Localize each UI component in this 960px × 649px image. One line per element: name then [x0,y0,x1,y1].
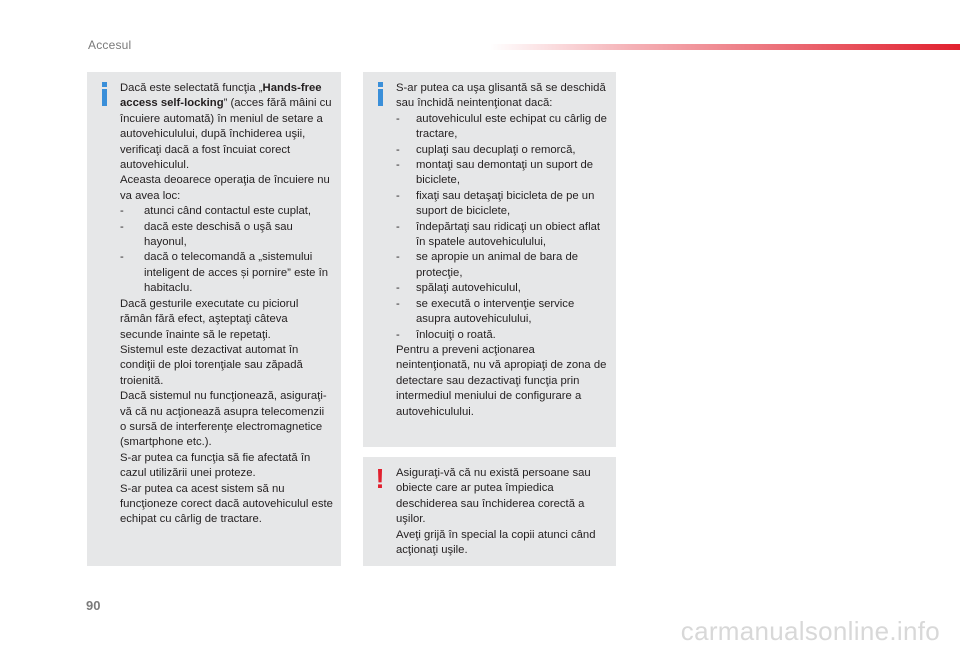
condition-list [120,204,333,296]
list-item: - autovehiculul este echipat cu cârlig de tractare, [396,112,607,141]
info-box-sliding-door [363,72,616,447]
page-number: 90 [86,598,101,613]
list-item: - atunci când contactul este cuplat, [120,205,312,218]
paragraph: Dacă gesturile executate cu piciorul rămân fără efect, aşteptaţi câteva secunde înainte să le repetaţi. [120,297,299,341]
paragraph: Aceasta deoarece operaţia de încuiere nu va avea loc: [120,174,330,202]
list-item: - fixaţi sau detaşaţi bicicleta de pe un suport de biciclete, [396,189,595,218]
paragraph: S-ar putea ca acest sistem să nu funcţioneze corect dacă autovehiculul este echipat cu cârlig de tractare. [120,482,333,526]
warning-box-text [396,466,608,558]
info-icon [372,82,388,106]
list-item: - se apropie un animal de bara de protecţie, [396,251,579,279]
section-title: Accesul [88,38,132,52]
list-item: - îndepărtaţi sau ridicaţi un obiect aflat în spatele autovehiculului, [396,220,600,249]
intro-paragraph: S-ar putea ca uşa glisantă să se deschidă sau închidă neintenţionat dacă: [396,82,606,110]
list-item: - dacă o telecomandă a „sistemului inteligent de acces și pornire” este în habitaclu. [120,251,328,295]
warning-exclamation-icon: ! [375,463,385,494]
feature-name: Hands-free access self-locking [120,82,322,110]
list-item: - montaţi sau demontaţi un suport de biciclete, [396,159,594,187]
condition-list [396,112,608,343]
info-icon [96,82,112,106]
paragraph: Aveţi grijă în special la copii atunci când acţionaţi uşile. [396,528,596,557]
list-item: - se execută o intervenţie service asupra autovehiculului, [396,297,575,326]
paragraph: Sistemul este dezactivat automat în condiţii de ploi torenţiale sau zăpadă troienită. [120,343,303,387]
paragraph: Pentru a preveni acţionarea neintenţionată, nu vă apropiaţi de zona de detectare sau dezactivaţi funcţia prin intermediul meniului de configurare a autovehiculului. [396,343,607,418]
paragraph: Asiguraţi-vă că nu există persoane sau obiecte care ar putea împiedica deschiderea sau închiderea corectă a uşilor. [396,467,591,526]
paragraph: S-ar putea ca funcţia să fie afectată în cazul utilizării unei proteze. [120,451,311,480]
list-item: - cuplaţi sau decuplaţi o remorcă, [396,143,576,156]
watermark-text: carmanualsonline.info [680,616,940,646]
info-box-text [396,81,608,420]
list-item: - spălaţi autovehiculul, [396,282,521,295]
list-item: - înlocuiţi o roată. [396,328,496,341]
header-accent-bar [490,44,960,50]
info-box-hands-free [87,72,341,566]
info-box-text [120,81,333,528]
intro-paragraph: Dacă este selectată funcţia „Hands-free access self-locking” (acces fără mâini cu încuiere automată) în meniul de setare a autovehiculului, după închiderea uşii, verificaţi dacă a fost încuiat corect autovehiculul. [120,82,332,172]
warning-box-doors [363,457,616,566]
list-item: - dacă este deschisă o uşă sau hayonul, [120,220,293,249]
paragraph: Dacă sistemul nu funcţionează, asiguraţi-vă că nu acţionează asupra telecomenzii o sursă de interferenţe electromagnetice (smartphone etc.). [120,390,327,449]
